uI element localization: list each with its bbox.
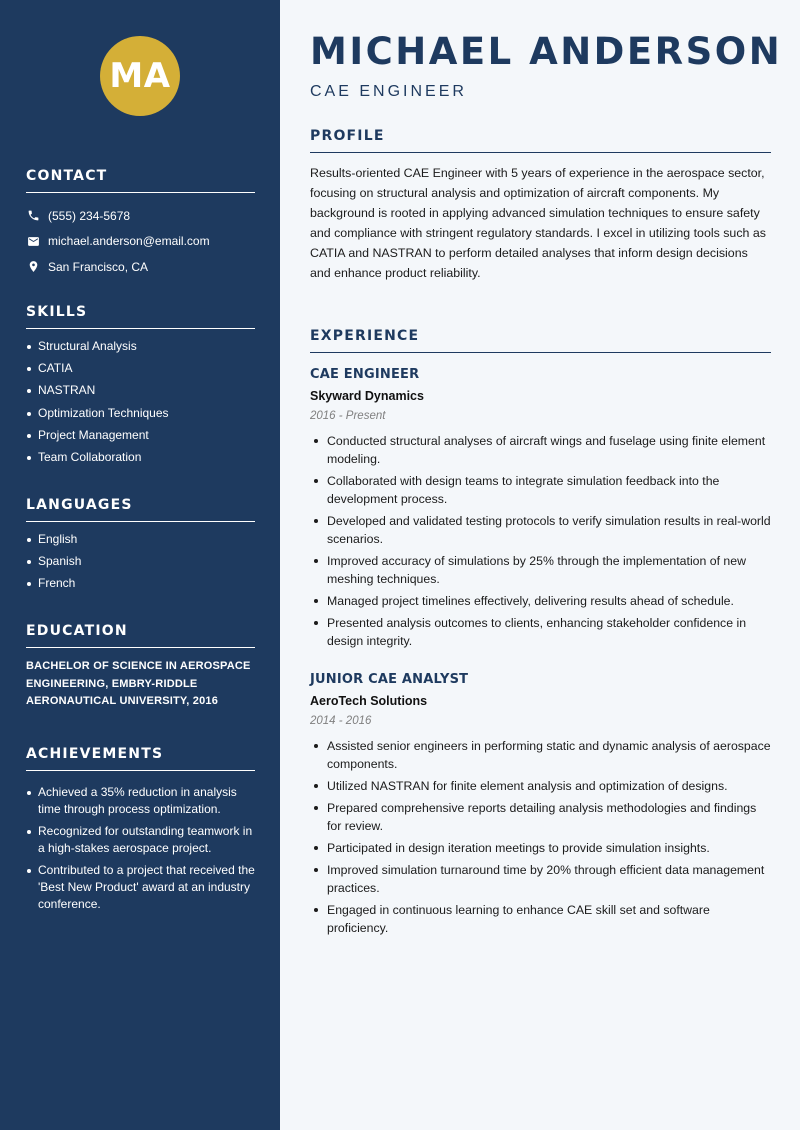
skills-section bbox=[26, 304, 255, 471]
contact-email bbox=[26, 229, 255, 255]
profile-text: Results-oriented CAE Engineer with 5 years of experience in the aerospace sector, focusing on structural analysis and optimization of aircraft components. My background is rooted in applying advanced simulation techniques to ensure safety and compliance with stringent regulatory standards. I excel in utilizing tools such as CATIA and NASTRAN to perform detailed analyses that inform design decisions and enhance product reliability. bbox=[310, 166, 766, 280]
job-bullet: Conducted structural analyses of aircraft wings and fuselage using finite element modeling. bbox=[310, 432, 771, 468]
job-bullet: Engaged in continuous learning to enhance CAE skill set and software proficiency. bbox=[310, 901, 771, 937]
skill-item: CATIA bbox=[26, 360, 255, 377]
experience-section bbox=[310, 328, 771, 353]
job-dates: 2016 - Present bbox=[310, 410, 386, 422]
contact-section bbox=[26, 168, 255, 280]
job-bullet: Participated in design iteration meetings to provide simulation insights. bbox=[310, 839, 771, 857]
education-entry: BACHELOR OF SCIENCE IN AEROSPACE ENGINEERING, EMBRY-RIDDLE AERONAUTICAL UNIVERSITY, 2016 bbox=[26, 660, 251, 707]
job-dates: 2014 - 2016 bbox=[310, 715, 372, 727]
job-company: Skyward Dynamics bbox=[310, 389, 424, 403]
skill-item: NASTRAN bbox=[26, 382, 255, 399]
job-bullet: Developed and validated testing protocols to verify simulation results in real-world scenarios. bbox=[310, 512, 771, 548]
candidate-name: MICHAEL ANDERSON bbox=[310, 30, 783, 73]
experience-heading: EXPERIENCE bbox=[310, 328, 771, 353]
job-bullet: Utilized NASTRAN for finite element analysis and optimization of designs. bbox=[310, 777, 771, 795]
achievements-section bbox=[26, 746, 255, 919]
job-bullet: Collaborated with design teams to integrate simulation feedback into the development process. bbox=[310, 472, 771, 508]
main-content bbox=[280, 0, 800, 1130]
achievements-list bbox=[26, 784, 255, 913]
candidate-title: CAE ENGINEER bbox=[310, 83, 467, 100]
phone-text[interactable]: (555) 234-5678 bbox=[48, 208, 131, 223]
job-entry bbox=[310, 367, 771, 654]
education-heading: EDUCATION bbox=[26, 623, 255, 648]
achievement-item: Achieved a 35% reduction in analysis time through process optimization. bbox=[26, 784, 255, 818]
job-entry bbox=[310, 672, 771, 941]
email-icon bbox=[26, 234, 40, 248]
profile-section bbox=[310, 128, 771, 283]
achievement-item: Contributed to a project that received the 'Best New Product' award at an industry conference. bbox=[26, 862, 255, 913]
avatar bbox=[100, 36, 180, 116]
skill-item: Optimization Techniques bbox=[26, 405, 255, 422]
contact-heading: CONTACT bbox=[26, 168, 255, 193]
languages-list bbox=[26, 531, 255, 592]
phone-icon bbox=[26, 209, 40, 223]
job-title: CAE ENGINEER bbox=[310, 367, 420, 382]
languages-section bbox=[26, 497, 255, 598]
location-pin-icon bbox=[26, 260, 40, 274]
achievement-item: Recognized for outstanding teamwork in a high-stakes aerospace project. bbox=[26, 823, 255, 857]
contact-location bbox=[26, 254, 255, 280]
language-item: English bbox=[26, 531, 255, 548]
job-bullet: Prepared comprehensive reports detailing analysis methodologies and findings for review. bbox=[310, 799, 771, 835]
contact-list bbox=[26, 203, 255, 280]
education-section bbox=[26, 623, 255, 711]
languages-heading: LANGUAGES bbox=[26, 497, 255, 522]
job-company: AeroTech Solutions bbox=[310, 694, 428, 708]
sidebar bbox=[0, 0, 280, 1130]
skill-item: Team Collaboration bbox=[26, 449, 255, 466]
skill-item: Project Management bbox=[26, 427, 255, 444]
avatar-initials: MA bbox=[109, 56, 171, 96]
language-item: Spanish bbox=[26, 553, 255, 570]
job-bullet: Presented analysis outcomes to clients, enhancing stakeholder confidence in design integrity. bbox=[310, 614, 771, 650]
skills-heading: SKILLS bbox=[26, 304, 255, 329]
job-bullet: Improved simulation turnaround time by 20% through efficient data management practices. bbox=[310, 861, 771, 897]
location-text: San Francisco, CA bbox=[48, 259, 149, 274]
job-title: JUNIOR CAE ANALYST bbox=[310, 672, 469, 687]
contact-phone bbox=[26, 203, 255, 229]
job-bullet: Improved accuracy of simulations by 25% through the implementation of new meshing techniques. bbox=[310, 552, 771, 588]
job-bullet: Managed project timelines effectively, delivering results ahead of schedule. bbox=[310, 592, 771, 610]
skills-list bbox=[26, 338, 255, 466]
achievements-heading: ACHIEVEMENTS bbox=[26, 746, 255, 771]
job-bullet: Assisted senior engineers in performing static and dynamic analysis of aerospace components. bbox=[310, 737, 771, 773]
job-bullets bbox=[310, 737, 771, 937]
email-text[interactable]: michael.anderson@email.com bbox=[48, 234, 210, 249]
job-bullets bbox=[310, 432, 771, 650]
profile-heading: PROFILE bbox=[310, 128, 771, 153]
skill-item: Structural Analysis bbox=[26, 338, 255, 355]
language-item: French bbox=[26, 575, 255, 592]
